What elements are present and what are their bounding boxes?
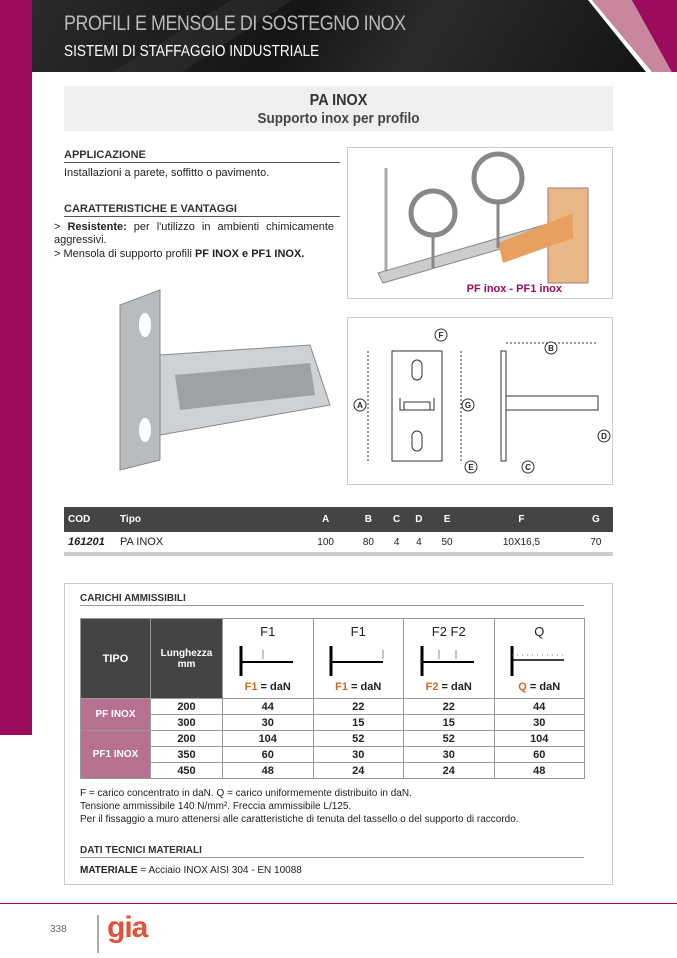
page-header xyxy=(32,0,677,72)
table-row xyxy=(81,731,585,747)
cell: 200 xyxy=(151,731,223,747)
group-label: PF1 INOX xyxy=(81,731,151,779)
load-case-top-label: F1 xyxy=(350,624,366,639)
cell: 450 xyxy=(151,763,223,779)
cell: 200 xyxy=(151,699,223,715)
cell: 44 xyxy=(494,699,585,715)
load-unit-label xyxy=(495,681,585,693)
cell: 80 xyxy=(351,532,385,554)
cell: 15 xyxy=(404,715,495,731)
cell: 4 xyxy=(386,532,408,554)
load-case-4 xyxy=(494,619,585,699)
col-a: A xyxy=(300,507,351,532)
cell: 15 xyxy=(313,715,404,731)
header-subtitle: SISTEMI DI STAFFAGGIO INDUSTRIALE xyxy=(64,43,320,60)
loads-table xyxy=(80,618,585,779)
materiale-value: = Acciaio INOX AISI 304 - EN 10088 xyxy=(137,865,302,876)
load-unit-label xyxy=(314,681,404,693)
cell: 10X16,5 xyxy=(464,532,579,554)
load-var: F1 xyxy=(244,681,258,693)
feature-item: > Mensola di supporto profili PF INOX e PF1 INOX. xyxy=(54,248,305,260)
cell: 30 xyxy=(494,715,585,731)
col-d: D xyxy=(408,507,430,532)
col-f: F xyxy=(464,507,579,532)
load-case-top-label: F2 F2 xyxy=(431,624,466,639)
col-tipo: Tipo xyxy=(120,507,300,532)
table-row xyxy=(81,747,585,763)
materiale xyxy=(80,865,302,876)
product-title-box xyxy=(64,86,613,131)
cell: 22 xyxy=(404,699,495,715)
image-caption: PF inox - PF1 inox xyxy=(466,283,562,295)
application-image xyxy=(347,147,613,299)
load-unit-label xyxy=(223,681,313,693)
label-a: A xyxy=(357,401,363,410)
note: Per il fissaggio a muro attenersi alle caratteristiche di tenuta del tassello o del supporto di raccordo. xyxy=(80,814,519,825)
footer-separator xyxy=(97,915,99,953)
cell: 104 xyxy=(223,731,314,747)
load-unit: = daN xyxy=(438,681,472,693)
beam-diagram-icon xyxy=(495,638,585,681)
label-e: E xyxy=(468,463,474,472)
cell: 52 xyxy=(404,731,495,747)
label-c: C xyxy=(525,463,531,472)
caratteristiche-heading: CARATTERISTICHE E VANTAGGI xyxy=(64,203,340,217)
load-case-top-label: Q xyxy=(534,624,545,639)
col-tipo: TIPO xyxy=(81,619,151,699)
product-description: Supporto inox per profilo xyxy=(257,110,420,127)
col-c: C xyxy=(386,507,408,532)
cell-tipo: PA INOX xyxy=(120,532,300,554)
footer-divider xyxy=(0,903,677,904)
cell: 48 xyxy=(223,763,314,779)
cell: 24 xyxy=(404,763,495,779)
cell: 100 xyxy=(300,532,351,554)
carichi-heading: CARICHI AMMISSIBILI xyxy=(80,593,584,606)
cell: 50 xyxy=(430,532,464,554)
table-row xyxy=(64,532,613,554)
cell: 30 xyxy=(313,747,404,763)
load-unit: = daN xyxy=(348,681,382,693)
cell: 4 xyxy=(408,532,430,554)
cell: 60 xyxy=(494,747,585,763)
load-case-3 xyxy=(404,619,495,699)
gia-logo: gia xyxy=(107,911,148,944)
label-f: F xyxy=(438,331,444,340)
cell: 48 xyxy=(494,763,585,779)
cell: 30 xyxy=(223,715,314,731)
load-var: Q xyxy=(518,681,527,693)
cell: 44 xyxy=(223,699,314,715)
table-row xyxy=(81,699,585,715)
group-label: PF INOX xyxy=(81,699,151,731)
note: Tensione ammissibile 140 N/mm². Freccia ammissibile L/125. xyxy=(80,801,352,812)
beam-diagram-icon xyxy=(404,638,494,681)
page-number: 338 xyxy=(50,924,67,935)
dati-heading: DATI TECNICI MATERIALI xyxy=(80,845,584,858)
beam-diagram-icon xyxy=(314,638,404,681)
cell: 30 xyxy=(404,747,495,763)
load-case-1 xyxy=(223,619,314,699)
col-b: B xyxy=(351,507,385,532)
cell: 70 xyxy=(579,532,613,554)
table-row xyxy=(81,763,585,779)
load-unit-label xyxy=(404,681,494,693)
col-lunghezza: Lunghezza mm xyxy=(151,619,223,699)
header-title: PROFILI E MENSOLE DI SOSTEGNO INOX xyxy=(64,12,406,35)
cell: 24 xyxy=(313,763,404,779)
sidebar-accent xyxy=(0,0,32,735)
applicazione-text: Installazioni a parete, soffitto o pavimento. xyxy=(64,167,270,179)
feature-item: > Resistente: per l'utilizzo in ambienti chimicamente aggressivi. xyxy=(54,221,335,246)
load-case-2 xyxy=(313,619,404,699)
cell: 52 xyxy=(313,731,404,747)
beam-diagram-icon xyxy=(223,638,313,681)
load-case-top-label: F1 xyxy=(260,624,276,639)
dimension-diagram xyxy=(347,317,613,485)
product-code-table xyxy=(64,507,613,556)
label-d: D xyxy=(601,432,607,441)
load-var: F2 xyxy=(425,681,439,693)
feature-bold: PF INOX e PF1 INOX. xyxy=(194,248,305,260)
load-unit: = daN xyxy=(526,681,561,693)
cell: 300 xyxy=(151,715,223,731)
note: F = carico concentrato in daN. Q = carico uniformemente distribuito in daN. xyxy=(80,788,412,799)
cell: 22 xyxy=(313,699,404,715)
cell: 104 xyxy=(494,731,585,747)
materiale-label: MATERIALE xyxy=(80,865,138,876)
feature-bold: Resistente: xyxy=(67,221,127,233)
applicazione-heading: APPLICAZIONE xyxy=(64,149,340,163)
col-g: G xyxy=(579,507,613,532)
col-e: E xyxy=(430,507,464,532)
load-var: F1 xyxy=(335,681,348,693)
label-g: G xyxy=(464,401,472,410)
product-name: PA INOX xyxy=(309,92,368,109)
feature-text: per l'utilizzo in ambienti chimicamente aggressivi. xyxy=(54,221,335,246)
notes xyxy=(80,787,519,826)
table-row xyxy=(81,715,585,731)
feature-text: Mensola di supporto profili xyxy=(63,248,195,260)
cell-cod: 161201 xyxy=(64,532,120,554)
col-cod: COD xyxy=(64,507,120,532)
cell: 60 xyxy=(223,747,314,763)
product-photo xyxy=(100,285,340,475)
label-b: B xyxy=(548,344,554,353)
load-unit: = daN xyxy=(257,681,291,693)
cell: 350 xyxy=(151,747,223,763)
